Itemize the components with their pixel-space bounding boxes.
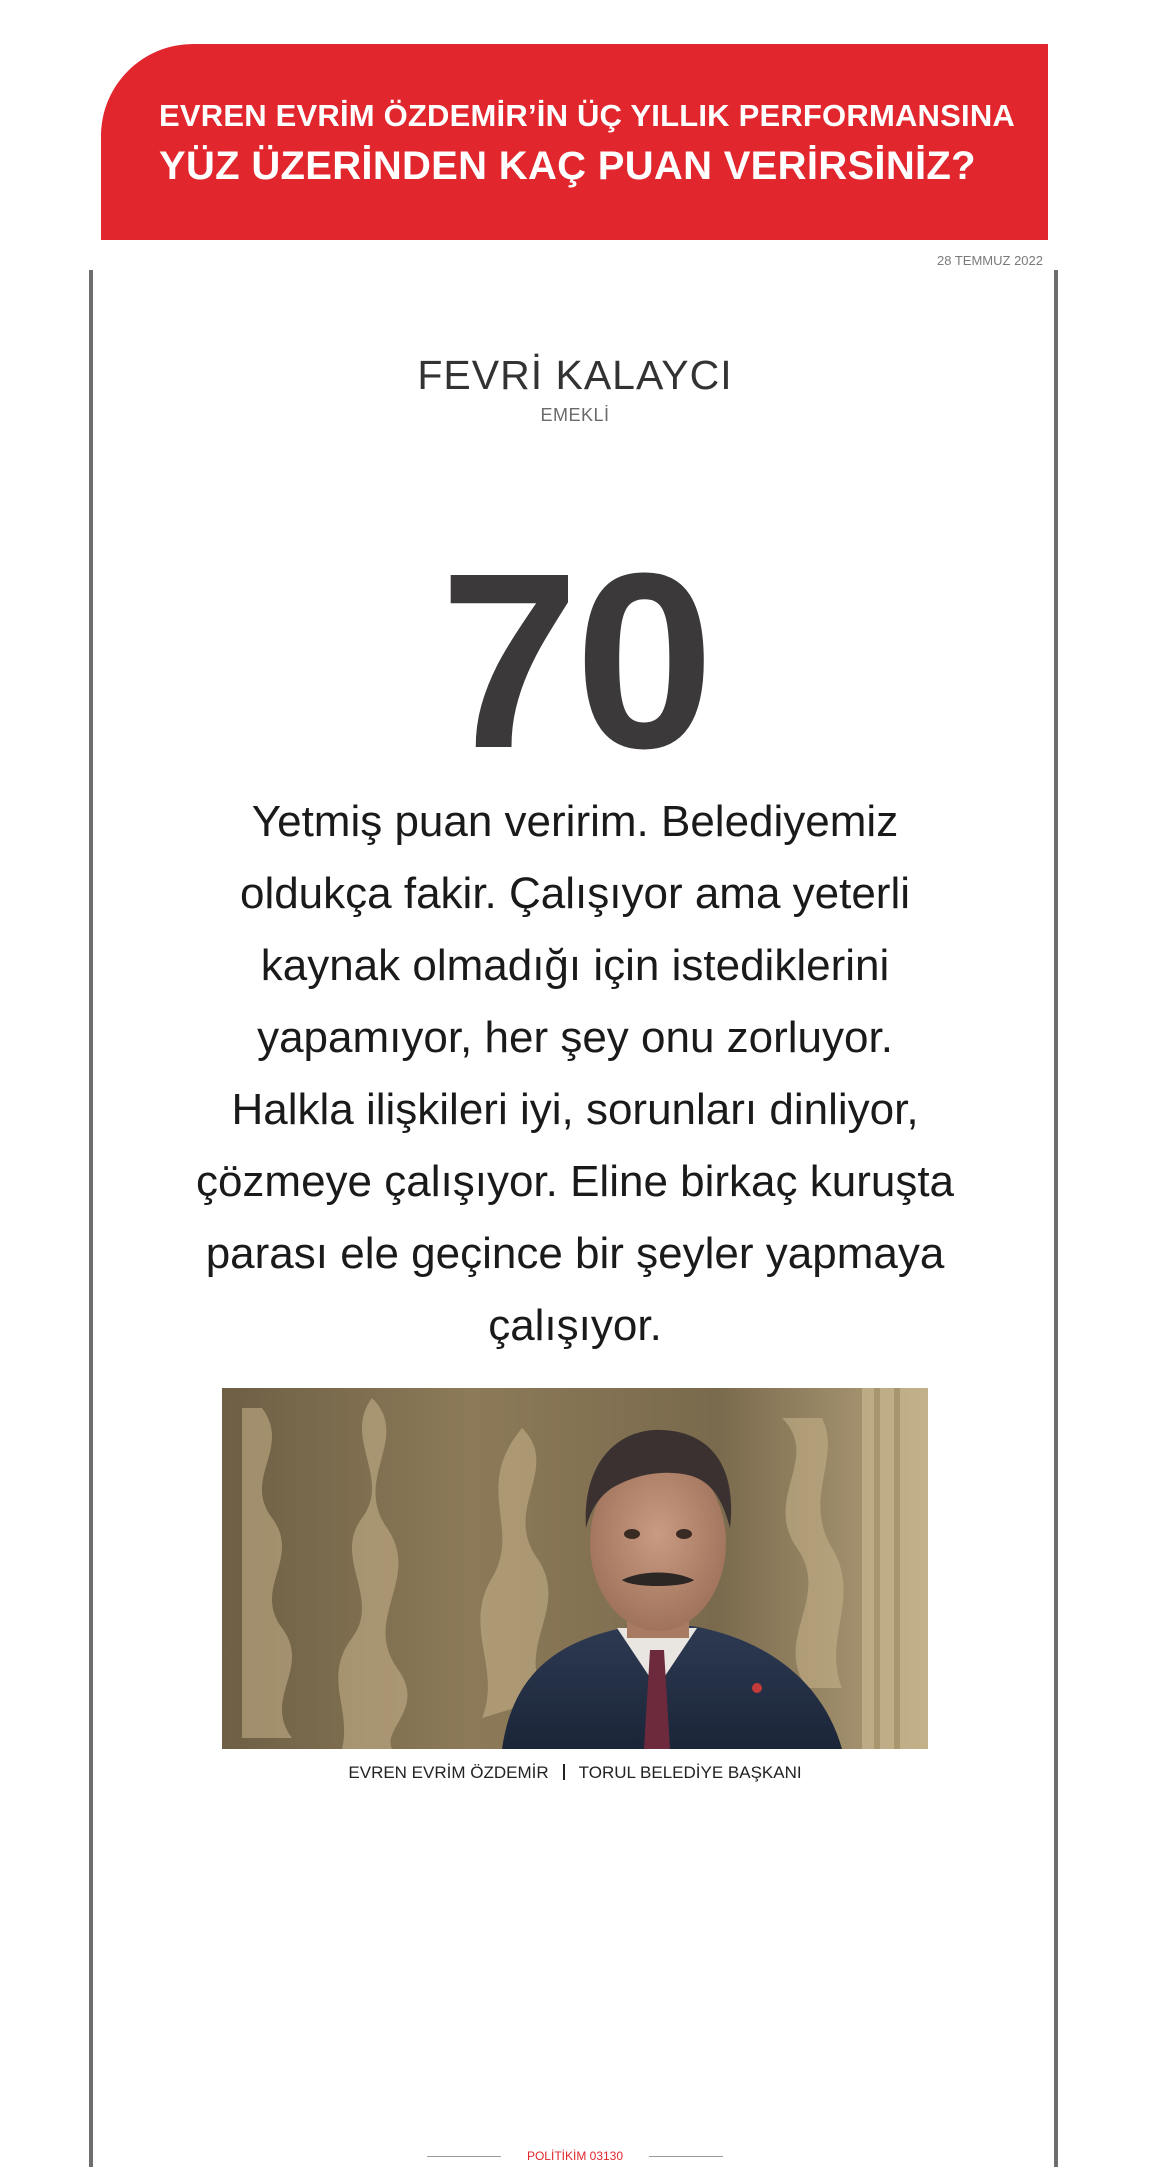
- header-banner: [101, 44, 1048, 240]
- footer-text: POLİTİKİM 03130: [526, 2149, 624, 2163]
- caption-name: EVREN EVRİM ÖZDEMİR: [348, 1763, 549, 1782]
- respondent-name: FEVRİ KALAYCI: [417, 352, 733, 398]
- mayor-photo: [222, 1388, 928, 1749]
- headline-line-2: YÜZ ÜZERİNDEN KAÇ PUAN VERİRSİNİZ?: [159, 144, 976, 188]
- quote-text: Yetmiş puan veririm. Belediyemiz oldukça fakir. Çalışıyor ama yeterli kaynak olmadığı için istediklerini yapamıyor, her şey onu zorluyor. Halkla ilişkileri iyi, sorunları dinliyor, çözmeye çalışıyor. Eline birkaç kuruşta parası ele geçince bir şeyler yapmaya çalışıyor.: [195, 797, 955, 1350]
- respondent-role: EMEKLİ: [540, 405, 610, 425]
- caption-separator: [563, 1764, 565, 1780]
- publish-date: 28 TEMMUZ 2022: [937, 253, 1043, 268]
- footer: [0, 2149, 1150, 2163]
- headline-line-1: EVREN EVRİM ÖZDEMİR’İN ÜÇ YILLIK PERFORMANSINA: [159, 98, 1016, 133]
- footer-rule-right: [649, 2156, 723, 2157]
- photo-caption: [0, 1763, 1150, 1783]
- footer-rule-left: [427, 2156, 501, 2157]
- score-value: 70: [439, 521, 711, 800]
- caption-title: TORUL BELEDİYE BAŞKANI: [578, 1763, 802, 1782]
- respondent-block: [0, 352, 1150, 426]
